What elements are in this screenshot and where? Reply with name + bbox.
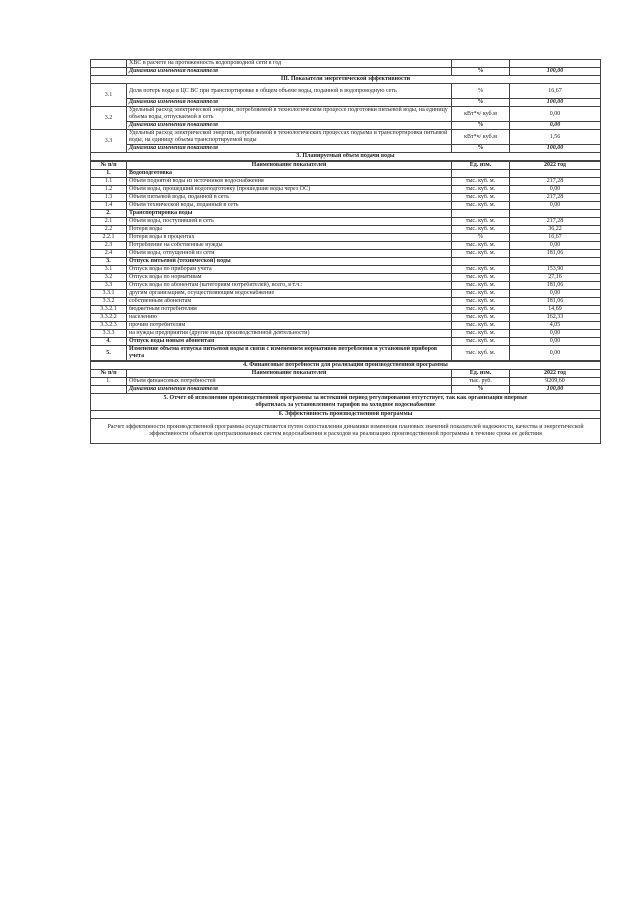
indicator-unit: тыс. куб. м. [452, 274, 510, 282]
row-number: 5. [91, 346, 127, 361]
row-number: 3.3 [91, 130, 127, 153]
table-row [91, 258, 601, 266]
indicator-unit: % [452, 122, 510, 130]
indicator-unit: % [452, 234, 510, 242]
indicator-unit: тыс. куб. м. [452, 298, 510, 306]
indicator-value: 0,00 [510, 202, 601, 210]
section-heading-row [91, 76, 601, 84]
header-year: 2022 год [510, 162, 601, 170]
indicator-unit: тыс. куб. м. [452, 226, 510, 234]
row-number: 3.3.2.1 [91, 306, 127, 314]
header-unit: Ед. изм. [452, 162, 510, 170]
indicator-name: Транспортировка воды [127, 210, 452, 218]
indicator-unit: % [452, 68, 510, 76]
indicator-unit: тыс. куб. м. [452, 322, 510, 330]
indicator-value: 153,90 [510, 266, 601, 274]
indicator-unit: % [452, 84, 510, 99]
indicator-value: 0,00 [510, 346, 601, 361]
table-row [91, 298, 601, 306]
table-row [91, 145, 601, 153]
table-row [91, 226, 601, 234]
table-row [91, 122, 601, 130]
table-row [91, 266, 601, 274]
indicator-name: Динамика изменения показателя [127, 386, 452, 394]
indicator-unit [452, 210, 510, 218]
indicator-value: 27,16 [510, 274, 601, 282]
indicator-value: 162,33 [510, 314, 601, 322]
indicator-name: Отпуск воды по приборам учета [127, 266, 452, 274]
table-row [91, 386, 601, 394]
header-year: 2022 год [510, 370, 601, 378]
section-heading-row [91, 411, 601, 419]
row-number: 4. [91, 338, 127, 346]
indicator-name: Объем воды, отпущенной из сети [127, 250, 452, 258]
indicator-value: 1,56 [510, 130, 601, 145]
section-heading-row [91, 362, 601, 370]
indicator-unit: тыс. куб. м. [452, 178, 510, 186]
indicator-name: Объем воды, поступившей в сеть [127, 218, 452, 226]
indicator-name: Динамика изменения показателя [127, 145, 452, 153]
row-number: 1.1 [91, 178, 127, 186]
table-row [91, 250, 601, 258]
indicator-value: 217,28 [510, 194, 601, 202]
indicator-value: 0,00 [510, 330, 601, 338]
indicator-name: бюджетным потребителям [127, 306, 452, 314]
indicator-value: 100,00 [510, 99, 601, 107]
report-row [91, 394, 601, 411]
row-number: 3.2 [91, 274, 127, 282]
indicator-value: 0,00 [510, 338, 601, 346]
row-number: 3.3.2 [91, 298, 127, 306]
indicator-value: 9209,60 [510, 378, 601, 386]
indicator-unit [452, 170, 510, 178]
indicator-name: Отпуск воды новым абонентам [127, 338, 452, 346]
indicators-table-top [90, 59, 601, 161]
table-row [91, 186, 601, 194]
table-row [91, 178, 601, 186]
indicator-value: 16,67 [510, 84, 601, 99]
indicator-value: 181,06 [510, 250, 601, 258]
row-number: 1.2 [91, 186, 127, 194]
indicator-value: 0,00 [510, 107, 601, 122]
header-unit: Ед. изм. [452, 370, 510, 378]
indicator-value [510, 210, 601, 218]
water-volume-table [90, 161, 601, 361]
indicator-name: Динамика изменения показателя [127, 122, 452, 130]
row-number: 1. [91, 170, 127, 178]
row-number: 3. [91, 258, 127, 266]
indicator-name: Удельный расход электрической энергии, потребляемой в технологических процессах подъема и транспортировки питьевой воды, на единицу объема транспортируемой воды [127, 130, 452, 145]
indicator-value: 0,00 [510, 290, 601, 298]
indicator-unit: тыс. куб. м. [452, 250, 510, 258]
row-number: 3.3.3 [91, 330, 127, 338]
indicator-name: Динамика изменения показателя [127, 68, 452, 76]
header-num: № п/п [91, 162, 127, 170]
table-row [91, 99, 601, 107]
indicator-unit: тыс. куб. м. [452, 242, 510, 250]
indicator-value [510, 258, 601, 266]
table-row [91, 60, 601, 68]
indicator-name: прочим потребителям [127, 322, 452, 330]
indicator-unit: тыс. куб. м. [452, 218, 510, 226]
row-number: 1. [91, 378, 127, 386]
indicator-name: другим организациям, осуществляющим водоснабжение [127, 290, 452, 298]
table-row [91, 338, 601, 346]
row-number: 2.1 [91, 218, 127, 226]
indicator-name: Отпуск воды по абонентам (категориям потребителей), всего, в т.ч.: [127, 282, 452, 290]
table-header-row [91, 370, 601, 378]
indicator-unit: тыс. куб. м. [452, 306, 510, 314]
indicator-value: 100,00 [510, 68, 601, 76]
indicator-value [510, 170, 601, 178]
efficiency-text: Расчет эффективности производственной программы осуществляется путем сопоставления динамики изменения плановых значений показателей надежности, качества и энергетической эффективности объектов централизованных систем водоснабжения и расходов на реализацию производственной программы в течение срока ее действия [91, 419, 601, 444]
indicator-unit: кВт*ч/ куб.м [452, 107, 510, 122]
table-row [91, 194, 601, 202]
indicator-value: 217,28 [510, 218, 601, 226]
indicator-unit: тыс. куб. м. [452, 346, 510, 361]
indicator-unit: кВт*ч/ куб.м [452, 130, 510, 145]
header-name: Наименование показателей [127, 162, 452, 170]
indicator-unit: % [452, 99, 510, 107]
indicator-value: 16,67 [510, 234, 601, 242]
row-number: 3.1 [91, 266, 127, 274]
table-row [91, 330, 601, 338]
indicator-name: на нужды предприятия (другие виды производственной деятельности) [127, 330, 452, 338]
section-heading-row [91, 153, 601, 161]
indicator-value: 0,00 [510, 186, 601, 194]
indicator-name: Динамика изменения показателя [127, 99, 452, 107]
indicator-name: Удельный расход электрической энергии, потребляемой в технологическом процессе подготовки питьевой воды, на единицу объема воды, отпускаемой в сеть [127, 107, 452, 122]
table-row [91, 378, 601, 386]
report-line-1: 5. Отчет об исполнении производственной программы за истекший период регулирования отсутствует, так как организация впервые [163, 395, 528, 401]
indicator-unit: тыс. куб. м. [452, 266, 510, 274]
indicator-value: 14,69 [510, 306, 601, 314]
section-3-title: III. Показатели энергетической эффективности [91, 76, 601, 84]
indicator-unit: тыс. руб. [452, 378, 510, 386]
indicator-unit: тыс. куб. м. [452, 202, 510, 210]
indicator-name: собственным абонентам [127, 298, 452, 306]
indicator-name: Объем поднятой воды из источников водоснабжения [127, 178, 452, 186]
finance-table [90, 361, 601, 444]
row-number: 1.4 [91, 202, 127, 210]
finance-title: 4. Финансовые потребности для реализации производственной программы [91, 362, 601, 370]
row-number: 3.3.2.2 [91, 314, 127, 322]
row-number: 3.2 [91, 107, 127, 130]
indicator-name: населению [127, 314, 452, 322]
row-number: 2.2.1 [91, 234, 127, 242]
table-header-row [91, 162, 601, 170]
table-row [91, 234, 601, 242]
indicator-value: 0,00 [510, 122, 601, 130]
indicator-unit: тыс. куб. м. [452, 330, 510, 338]
indicator-name: Объем воды, прошедший водоподготовку (прошедшие воды через ОС) [127, 186, 452, 194]
indicator-unit: тыс. куб. м. [452, 338, 510, 346]
table-row [91, 314, 601, 322]
table-row [91, 242, 601, 250]
indicator-value: 100,00 [510, 145, 601, 153]
volume-title: 3. Планируемый объем подачи воды [91, 153, 601, 161]
table-row [91, 170, 601, 178]
indicator-name: Потребление на собственные нужды [127, 242, 452, 250]
indicator-value: 181,06 [510, 282, 601, 290]
table-row [91, 346, 601, 361]
row-number: 1.3 [91, 194, 127, 202]
indicator-name: Потери воды в процентах [127, 234, 452, 242]
table-row [91, 130, 601, 145]
indicator-unit: тыс. куб. м. [452, 186, 510, 194]
indicator-name: ХВС в расчете на протяженность водопроводной сети в год [127, 60, 452, 68]
indicator-unit: тыс. куб. м. [452, 290, 510, 298]
header-num: № п/п [91, 370, 127, 378]
indicator-unit: тыс. куб. м. [452, 194, 510, 202]
indicator-value: 4,05 [510, 322, 601, 330]
indicator-value: 36,22 [510, 226, 601, 234]
indicator-value: 217,28 [510, 178, 601, 186]
indicator-name: Водоподготовка [127, 170, 452, 178]
table-row [91, 210, 601, 218]
indicator-name: Отпуск питьевой (технической) воды [127, 258, 452, 266]
indicator-name: Потери воды [127, 226, 452, 234]
row-number: 2.3 [91, 242, 127, 250]
indicator-name: Объем питьевой воды, поданной в сеть [127, 194, 452, 202]
indicator-name: Доля потерь воды в ЦС ВС при транспортировке в общем объеме воды, поданной в водопроводную сеть [127, 84, 452, 99]
table-row [91, 282, 601, 290]
indicator-name: Отпуск воды по нормативам [127, 274, 452, 282]
indicator-unit: тыс. куб. м. [452, 282, 510, 290]
row-number: 2.4 [91, 250, 127, 258]
row-number: 3.3 [91, 282, 127, 290]
table-row [91, 218, 601, 226]
indicator-name: Объем технической воды, поданный в сеть [127, 202, 452, 210]
table-row [91, 322, 601, 330]
indicator-name: Объем финансовых потребностей [127, 378, 452, 386]
row-number: 3.1 [91, 84, 127, 107]
indicator-value: 0,00 [510, 242, 601, 250]
row-number: 2. [91, 210, 127, 218]
report-line-2: обратилась за установлением тарифов на холодное водоснабжение [255, 402, 436, 408]
indicator-unit [452, 258, 510, 266]
indicator-unit: % [452, 386, 510, 394]
row-number: 2.2 [91, 226, 127, 234]
row-number: 3.3.2.3 [91, 322, 127, 330]
table-row [91, 202, 601, 210]
table-row [91, 274, 601, 282]
table-row [91, 68, 601, 76]
table-row [91, 290, 601, 298]
efficiency-title: 6. Эффективность производственной программы [91, 411, 601, 419]
table-row [91, 84, 601, 99]
row-number: 3.3.1 [91, 290, 127, 298]
indicator-unit: тыс. куб. м. [452, 314, 510, 322]
efficiency-row [91, 419, 601, 444]
header-name: Наименование показателей [127, 370, 452, 378]
indicator-value: 100,00 [510, 386, 601, 394]
indicator-unit: % [452, 145, 510, 153]
indicator-value: 181,06 [510, 298, 601, 306]
table-row [91, 306, 601, 314]
indicator-name: Изменение объема отпуска питьевой воды в связи с изменением нормативов потребления и установкой приборов учета [127, 346, 452, 361]
table-row [91, 107, 601, 122]
report-note [91, 394, 601, 411]
document-page [90, 59, 600, 444]
